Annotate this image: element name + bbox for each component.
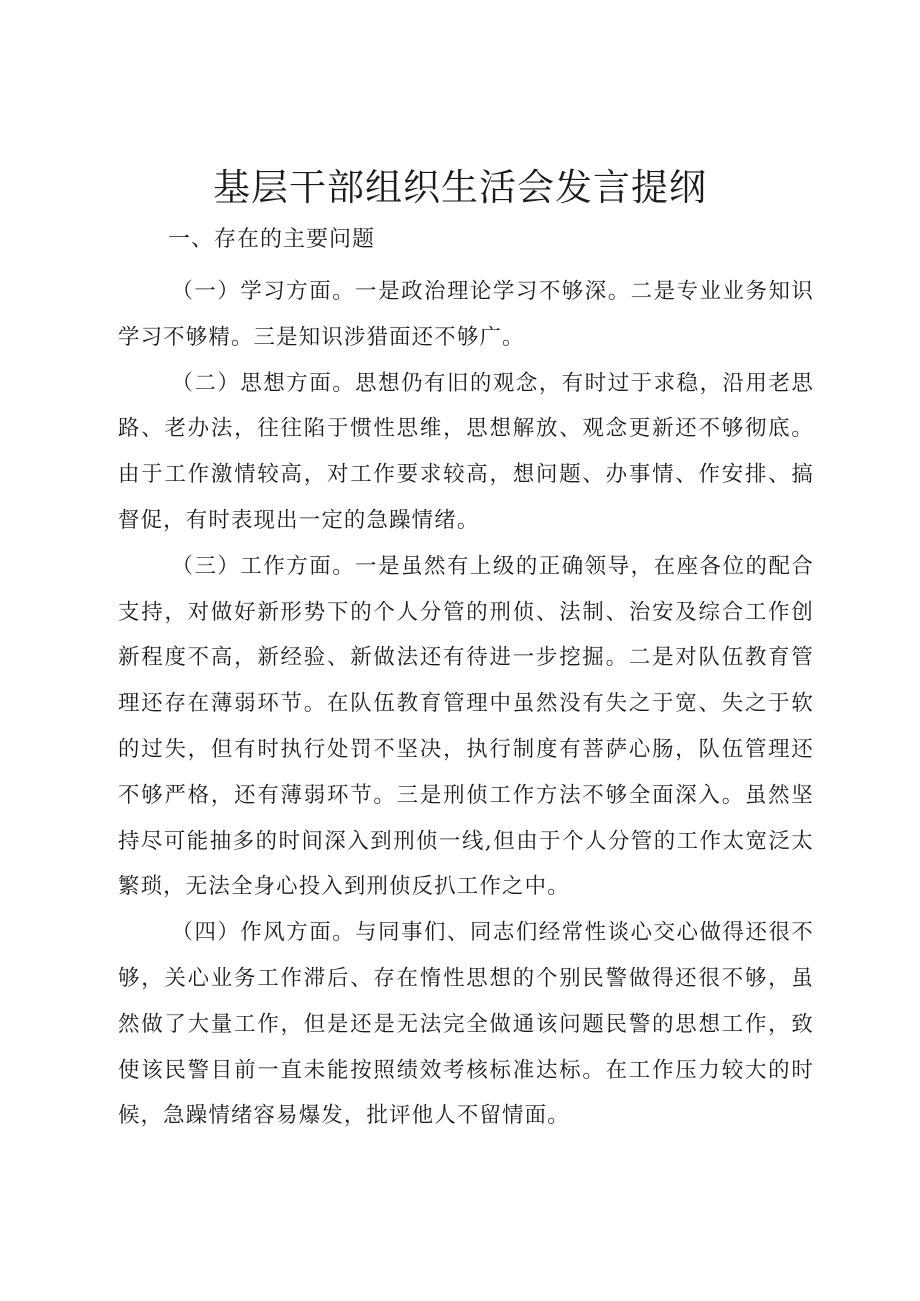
document-body (118, 269, 814, 1139)
document-title: 基层干部组织生活会发言提纲 (213, 166, 707, 209)
paragraph-thinking: （二）思想方面。思想仍有旧的观念，有时过于求稳，沿用老思路、老办法，往往陷于惯性思维，思想解放、观念更新还不够彻底。由于工作激情较高，对工作要求较高，想问题、办事情、作安排、搞督促，有时表现出一定的急躁情绪。 (118, 370, 814, 533)
paragraph-work: （三）工作方面。一是虽然有上级的正确领导，在座各位的配合支持，对做好新形势下的个人分管的刑侦、法制、治安及综合工作创新程度不高，新经验、新做法还有待进一步挖掘。二是对队伍教育管理还存在薄弱环节。在队伍教育管理中虽然没有失之于宽、失之于软的过失，但有时执行处罚不坚决，执行制度有菩萨心肠，队伍管理还不够严格，还有薄弱环节。三是刑侦工作方法不够全面深入。虽然坚持尽可能抽多的时间深入到刑侦一线,但由于个人分管的工作太宽泛太繁琐，无法全身心投入到刑侦反扒工作之中。 (118, 553, 814, 900)
section-heading: 一、存在的主要问题 (168, 227, 376, 252)
paragraph-style: （四）作风方面。与同事们、同志们经常性谈心交心做得还很不够，关心业务工作滞后、存在惰性思想的个别民警做得还很不够，虽然做了大量工作，但是还是无法完全做通该问题民警的思想工作，致使该民警目前一直未能按照绩效考核标准达标。在工作压力较大的时候，急躁情绪容易爆发，批评他人不留情面。 (118, 920, 814, 1129)
paragraph-study: （一）学习方面。一是政治理论学习不够深。二是专业业务知识学习不够精。三是知识涉猎面还不够广。 (118, 279, 814, 350)
